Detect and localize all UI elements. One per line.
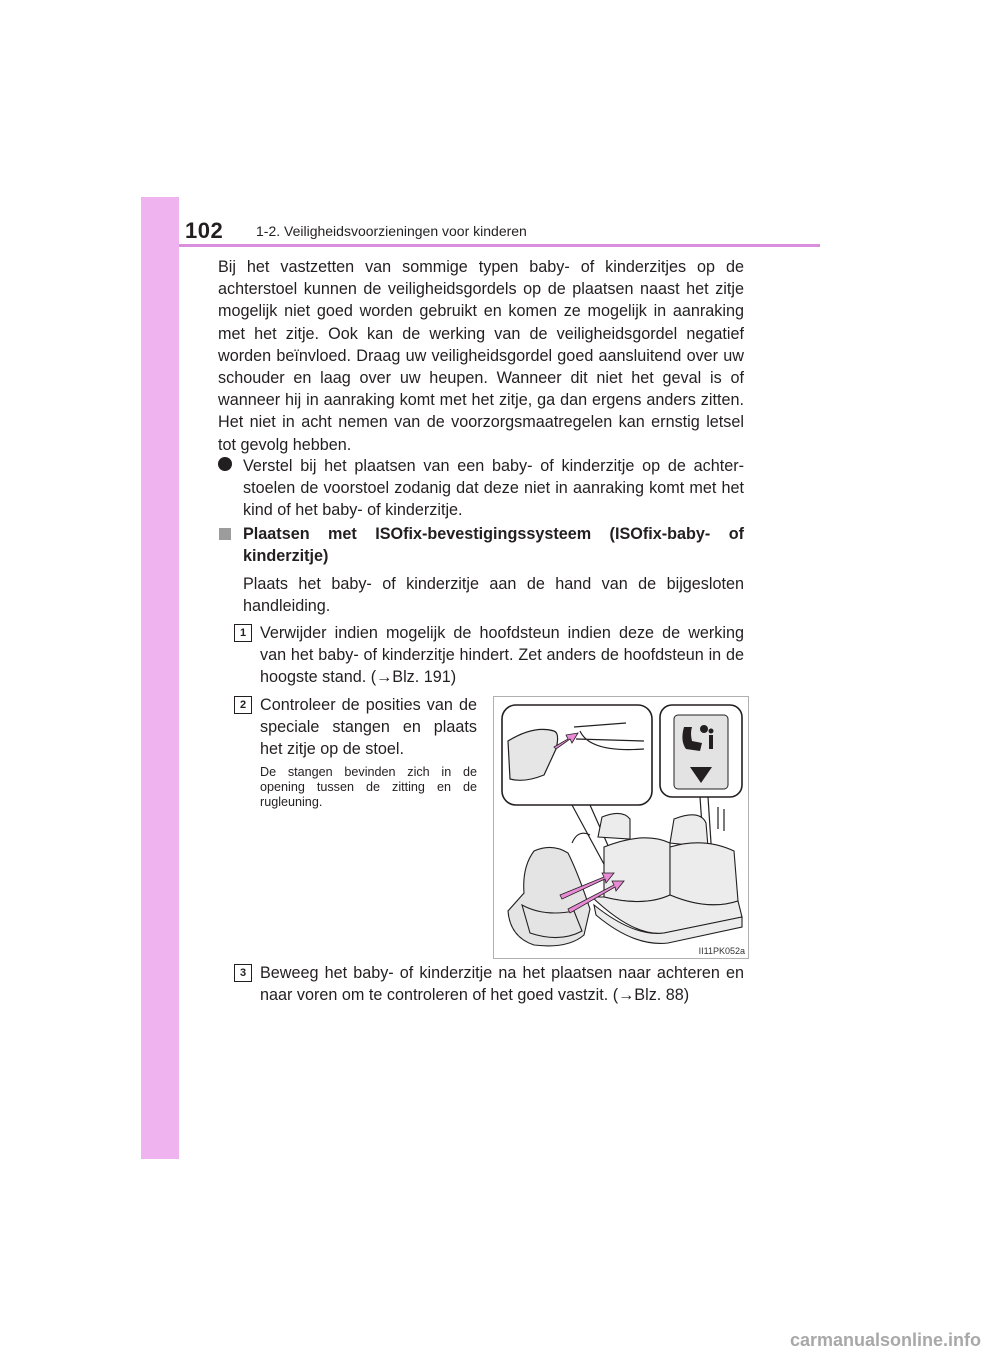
rear-seat (592, 813, 742, 943)
heading-square-icon (219, 528, 231, 540)
figure-code: II11PK052a (698, 946, 745, 956)
step-1-text: Verwijder indien mogelijk de hoofdsteun indien deze de werking van het baby- of kinderzitje hindert. Zet anders de hoofdsteun in de hoogste stand. (→Blz. 191) (260, 624, 744, 687)
headrest-posts (718, 807, 724, 831)
step-number-1: 1 (234, 624, 252, 642)
header-rule (179, 244, 820, 247)
step-2-text: Controleer de posities van de speciale stangen en plaats het zitje op de stoel. (260, 696, 477, 759)
intro-paragraph: Bij het vastzetten van sommige typen baby- of kinderzitjes op de achterstoel kunnen de veiligheidsgordels op de plaatsen naast het zitje mogelijk niet goed worden gebruikt en komen ze mogelijk in aanraking met het zitje. Ook kan de werking van de veiligheidsgordel negatief worden beïnvloed. Draag uw veiligheidsgordel goed aansluitend over uw schouder en laag over uw heupen. Wanneer dit niet het geval is of wanneer hij in aanraking komt met het zitje, ga dan ergens anders zitten. Het niet in acht nemen van de voorzorgsmaatregelen kan ernstig letsel tot gevolg hebben. (218, 258, 744, 454)
bullet-text: Verstel bij het plaatsen van een baby- of kinderzitje op de achterstoelen de voorstoel zodanig dat deze niet in aanraking komt met het kind of het baby- of kinderzitje. (243, 457, 744, 520)
page-number: 102 (185, 218, 224, 243)
heading-intro: Plaats het baby- of kinderzitje aan de hand van de bijgesloten handleiding. (243, 575, 744, 616)
step-2-note: De stangen bevinden zich in de opening tussen de zitting en de rugleuning. (260, 765, 477, 809)
section-title: 1-2. Veiligheidsvoorzieningen voor kinderen (256, 223, 527, 239)
isofix-installation-figure (493, 696, 749, 959)
watermark: carmanualsonline.info (790, 1330, 981, 1350)
step-number-3: 3 (234, 964, 252, 982)
page-sidebar-tab (141, 197, 179, 1159)
figure-illustration (494, 697, 750, 960)
step-3-text: Beweeg het baby- of kinderzitje na het plaatsen naar achteren en naar voren om te controleren of het goed vastzit. (→Blz. 88) (260, 964, 744, 1005)
bullet-dot-icon (218, 457, 232, 471)
step-number-2: 2 (234, 696, 252, 714)
heading-text: Plaatsen met ISOfix-bevestigingssysteem (ISOfix-baby- of kinderzitje) (243, 525, 744, 566)
